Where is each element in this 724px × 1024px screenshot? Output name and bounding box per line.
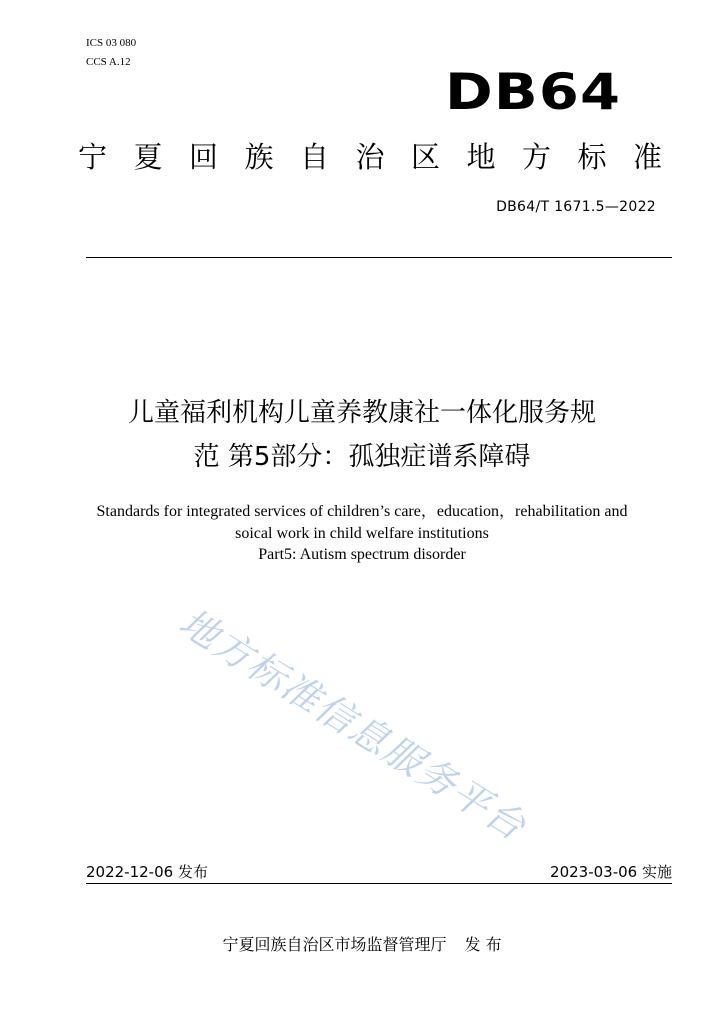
english-title-line-3: Part5: Autism spectrum disorder bbox=[258, 546, 466, 563]
english-title-line-2: soical work in child welfare institutions bbox=[235, 525, 489, 542]
implementation-date: 2023-03-06 实施 bbox=[550, 863, 672, 881]
chinese-title-line-2: 范 第5部分：孤独症谱系障碍 bbox=[193, 442, 531, 472]
issuer-action: 发 布 bbox=[464, 935, 502, 954]
chinese-title-line-1: 儿童福利机构儿童养教康社一体化服务规 bbox=[127, 398, 596, 428]
issuer-line bbox=[0, 934, 724, 956]
standard-type-heading: 宁夏回族自治区地方标准 bbox=[78, 140, 689, 174]
issue-date: 2022-12-06 发布 bbox=[86, 863, 208, 881]
watermark: 地方标准信息服务平台 bbox=[171, 600, 535, 850]
ics-code: ICS 03 080 bbox=[86, 37, 137, 49]
standard-logo: DB64 bbox=[444, 63, 621, 121]
ccs-code: CCS A.12 bbox=[86, 56, 131, 68]
bottom-divider bbox=[86, 883, 672, 884]
top-divider bbox=[86, 257, 672, 258]
english-title-line-1: Standards for integrated services of children’s care，education，rehabilitation and bbox=[96, 503, 628, 520]
issuer-name: 宁夏回族自治区市场监督管理厅 bbox=[222, 935, 447, 954]
standard-number: DB64/T 1671.5—2022 bbox=[496, 199, 656, 215]
